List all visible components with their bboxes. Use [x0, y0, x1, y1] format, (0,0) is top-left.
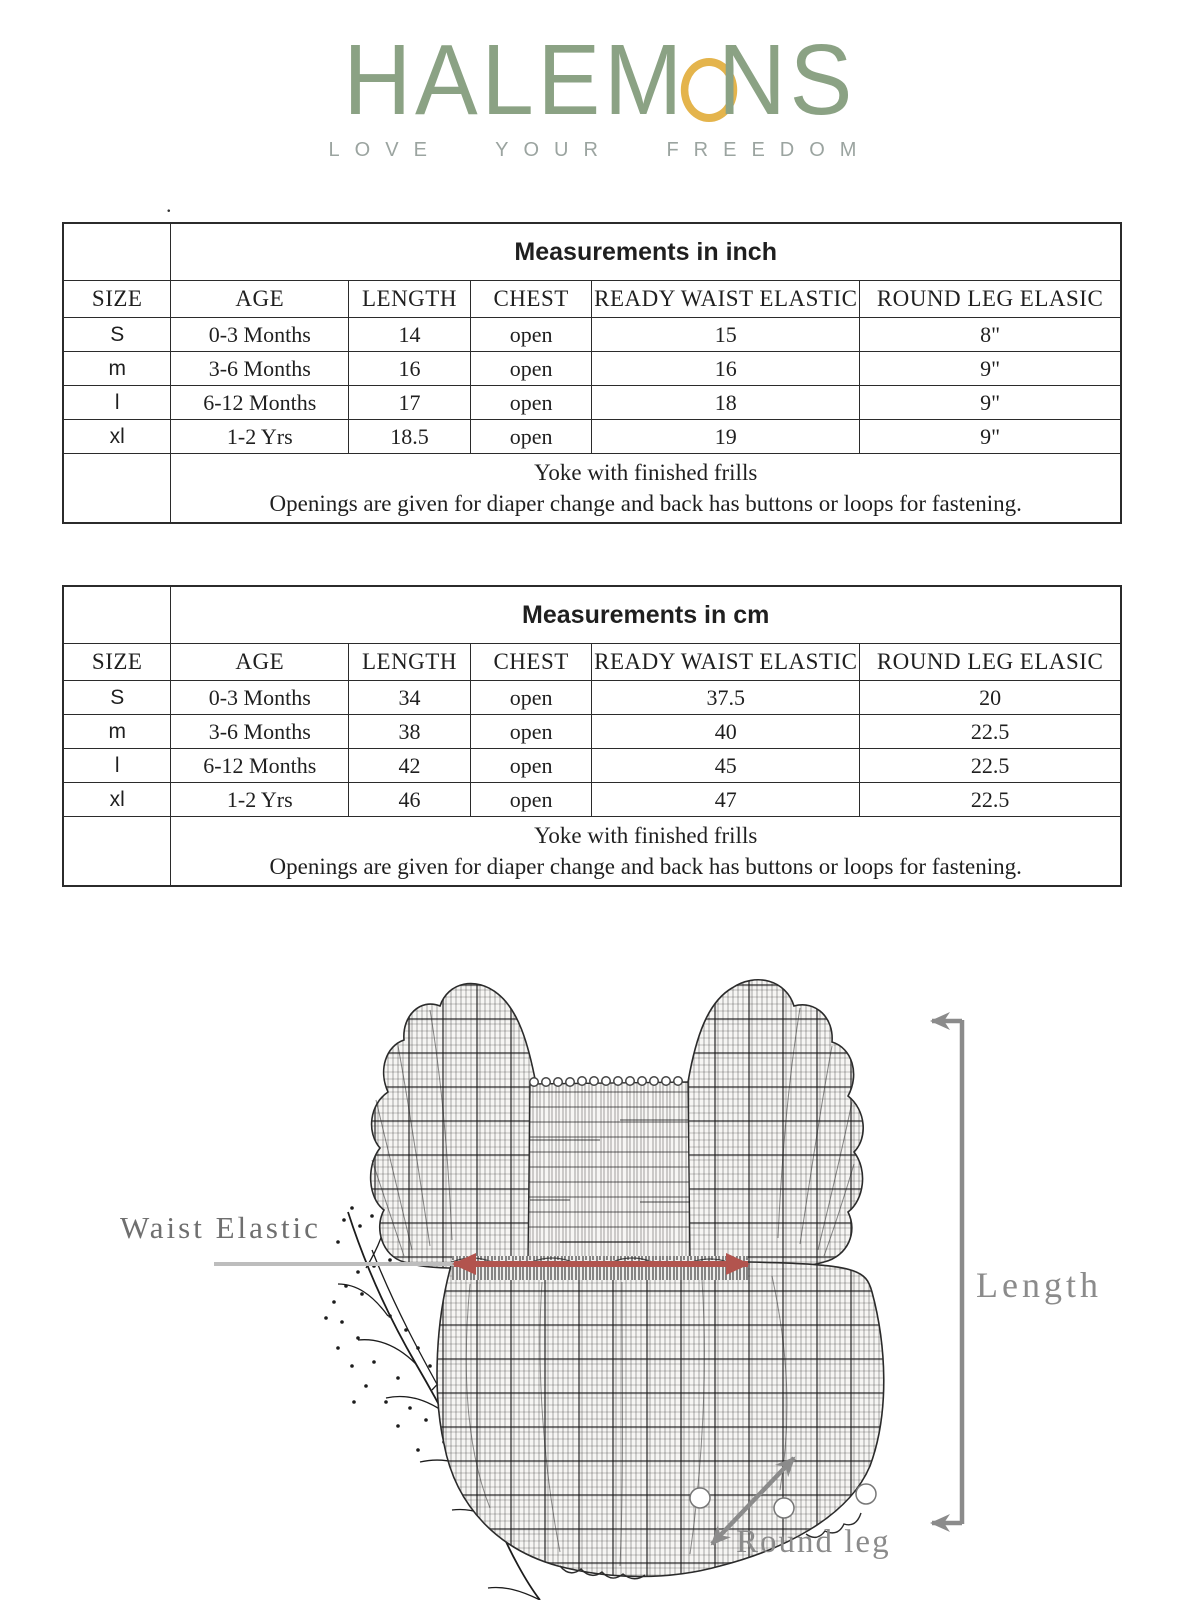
cell-age: 6-12 Months	[171, 386, 349, 420]
cell-leg: 9"	[860, 420, 1121, 454]
table-title-row	[63, 223, 1121, 281]
col-header-waist: READY WAIST ELASTIC	[592, 281, 860, 318]
cell-chest: open	[470, 749, 592, 783]
cell-age: 0-3 Months	[171, 318, 349, 352]
length-annotation	[932, 1020, 1102, 1524]
snap-button	[856, 1484, 876, 1504]
cell-age: 1-2 Yrs	[171, 420, 349, 454]
round-leg-label: Round leg	[736, 1524, 891, 1560]
waist-elastic-label: Waist Elastic	[120, 1210, 321, 1245]
table-notes-row	[63, 817, 1121, 887]
cell-waist: 16	[592, 352, 860, 386]
cell-length: 16	[349, 352, 471, 386]
cell-waist: 19	[592, 420, 860, 454]
cell-leg: 8"	[860, 318, 1121, 352]
col-header-waist: READY WAIST ELASTIC	[592, 644, 860, 681]
cell-chest: open	[470, 681, 592, 715]
empty-cell	[63, 223, 171, 281]
col-header-age: AGE	[171, 281, 349, 318]
size-chart-inch	[62, 222, 1122, 524]
size-chart-cm	[62, 585, 1122, 887]
cell-age: 1-2 Yrs	[171, 783, 349, 817]
table-header-row	[63, 644, 1121, 681]
cell-chest: open	[470, 783, 592, 817]
brand-logo	[343, 24, 857, 136]
cell-waist: 18	[592, 386, 860, 420]
cell-age: 0-3 Months	[171, 681, 349, 715]
cell-size: xl	[63, 420, 171, 454]
romper-sketch	[371, 980, 884, 1579]
cell-size: xl	[63, 783, 171, 817]
cell-length: 14	[349, 318, 471, 352]
table-row	[63, 681, 1121, 715]
cell-leg: 22.5	[860, 783, 1121, 817]
cell-leg: 9"	[860, 352, 1121, 386]
col-header-length: LENGTH	[349, 281, 471, 318]
notes-cell	[171, 817, 1121, 887]
brand-tagline: LOVE YOUR FREEDOM	[328, 139, 872, 161]
table-row	[63, 352, 1121, 386]
cell-waist: 40	[592, 715, 860, 749]
notes-cell	[171, 454, 1121, 524]
brand-wordmark-left: HALEM	[343, 24, 687, 136]
table-title: Measurements in cm	[171, 586, 1121, 644]
table-row	[63, 715, 1121, 749]
cell-leg: 22.5	[860, 715, 1121, 749]
table-row	[63, 318, 1121, 352]
table-row	[63, 783, 1121, 817]
col-header-age: AGE	[171, 644, 349, 681]
table-header-row	[63, 281, 1121, 318]
note-line-1: Yoke with finished frills	[534, 460, 758, 485]
cell-length: 46	[349, 783, 471, 817]
snap-button	[690, 1488, 710, 1508]
cell-size: l	[63, 749, 171, 783]
cell-chest: open	[470, 352, 592, 386]
cell-chest: open	[470, 420, 592, 454]
col-header-chest: CHEST	[470, 644, 592, 681]
cell-size: m	[63, 352, 171, 386]
brand-header	[0, 24, 1200, 162]
cell-waist: 37.5	[592, 681, 860, 715]
cell-waist: 15	[592, 318, 860, 352]
col-header-size: SIZE	[63, 281, 171, 318]
table-row	[63, 386, 1121, 420]
cell-size: l	[63, 386, 171, 420]
note-line-2: Openings are given for diaper change and back has buttons or loops for fastening.	[269, 491, 1022, 516]
neckline-beads	[534, 1081, 678, 1082]
stray-mark: .	[166, 192, 172, 217]
cell-length: 38	[349, 715, 471, 749]
romper-bodice-panel	[528, 1082, 690, 1262]
empty-cell	[63, 586, 171, 644]
table-row	[63, 749, 1121, 783]
note-line-2: Openings are given for diaper change and back has buttons or loops for fastening.	[269, 854, 1022, 879]
length-label: Length	[976, 1265, 1102, 1305]
romper-right-sleeve	[688, 980, 863, 1268]
cell-leg: 20	[860, 681, 1121, 715]
cell-size: S	[63, 318, 171, 352]
col-header-size: SIZE	[63, 644, 171, 681]
cell-waist: 47	[592, 783, 860, 817]
cell-age: 3-6 Months	[171, 352, 349, 386]
table-title: Measurements in inch	[171, 223, 1121, 281]
cell-age: 6-12 Months	[171, 749, 349, 783]
cell-waist: 45	[592, 749, 860, 783]
col-header-length: LENGTH	[349, 644, 471, 681]
brand-wordmark-right: NS	[718, 24, 857, 136]
cell-size: m	[63, 715, 171, 749]
cell-chest: open	[470, 318, 592, 352]
cell-chest: open	[470, 386, 592, 420]
snap-button	[774, 1498, 794, 1518]
table-notes-row	[63, 454, 1121, 524]
cell-length: 34	[349, 681, 471, 715]
table-title-row	[63, 586, 1121, 644]
cell-length: 42	[349, 749, 471, 783]
note-line-1: Yoke with finished frills	[534, 823, 758, 848]
empty-cell	[63, 454, 171, 524]
cell-size: S	[63, 681, 171, 715]
table-row	[63, 420, 1121, 454]
cell-age: 3-6 Months	[171, 715, 349, 749]
cell-chest: open	[470, 715, 592, 749]
cell-length: 17	[349, 386, 471, 420]
col-header-leg: ROUND LEG ELASIC	[860, 281, 1121, 318]
col-header-chest: CHEST	[470, 281, 592, 318]
measurement-diagram	[0, 950, 1200, 1600]
cell-leg: 22.5	[860, 749, 1121, 783]
empty-cell	[63, 817, 171, 887]
col-header-leg: ROUND LEG ELASIC	[860, 644, 1121, 681]
cell-length: 18.5	[349, 420, 471, 454]
cell-leg: 9"	[860, 386, 1121, 420]
romper-left-sleeve	[371, 984, 536, 1269]
